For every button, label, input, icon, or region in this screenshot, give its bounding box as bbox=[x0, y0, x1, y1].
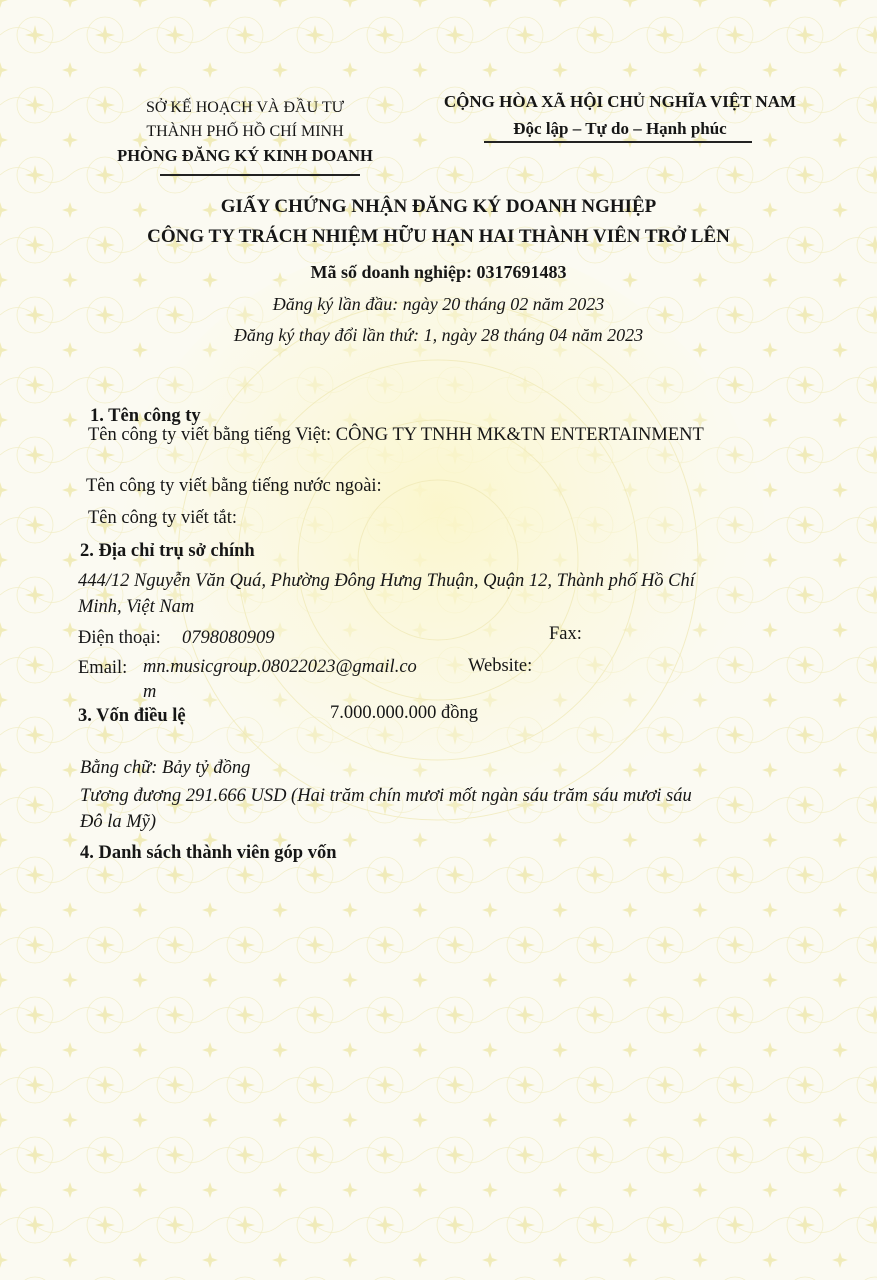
vn-name-label: Tên công ty viết bằng tiếng Việt: bbox=[88, 425, 332, 445]
email-value-wrap: m bbox=[143, 682, 157, 702]
fax-label: Fax: bbox=[549, 624, 582, 644]
company-type-title: CÔNG TY TRÁCH NHIỆM HỮU HẠN HAI THÀNH VIÊN TRỞ LÊN bbox=[147, 226, 730, 247]
foreign-name-label: Tên công ty viết bằng tiếng nước ngoài: bbox=[86, 476, 382, 496]
issuing-authority-block bbox=[60, 96, 430, 168]
first-registration-date: Đăng ký lần đầu: ngày 20 tháng 02 năm 2023 bbox=[272, 294, 605, 314]
section-4-heading: 4. Danh sách thành viên góp vốn bbox=[80, 843, 337, 863]
tax-code: Mã số doanh nghiệp: 0317691483 bbox=[310, 262, 567, 282]
authority-line-1: SỞ KẾ HOẠCH VÀ ĐẦU TƯ bbox=[145, 99, 345, 116]
vn-name-row bbox=[88, 425, 704, 446]
capital-usd-line-1: Tương đương 291.666 USD (Hai trăm chín mươi mốt ngàn sáu trăm sáu mươi sáu bbox=[80, 786, 692, 806]
authority-underline bbox=[160, 174, 360, 176]
capital-usd-line-2: Đô la Mỹ) bbox=[80, 812, 157, 832]
phone-value: 0798080909 bbox=[182, 628, 275, 648]
website-label: Website: bbox=[468, 656, 533, 676]
charter-capital-amount: 7.000.000.000 đồng bbox=[330, 703, 478, 723]
section-3-heading: 3. Vốn điều lệ bbox=[78, 706, 186, 726]
address-line-2: Minh, Việt Nam bbox=[78, 597, 195, 617]
authority-line-2: THÀNH PHỐ HỒ CHÍ MINH bbox=[146, 123, 344, 140]
vn-name-value: CÔNG TY TNHH MK&TN ENTERTAINMENT bbox=[335, 425, 704, 445]
country-name: CỘNG HÒA XÃ HỘI CHỦ NGHĨA VIỆT NAM bbox=[443, 92, 797, 111]
certificate-title: GIẤY CHỨNG NHẬN ĐĂNG KÝ DOANH NGHIỆP bbox=[220, 196, 657, 217]
section-2-heading: 2. Địa chỉ trụ sở chính bbox=[80, 541, 255, 561]
authority-line-3: PHÒNG ĐĂNG KÝ KINH DOANH bbox=[117, 146, 373, 165]
email-value: mn.musicgroup.08022023@gmail.co bbox=[143, 657, 417, 677]
email-label: Email: bbox=[78, 658, 128, 678]
motto-underline bbox=[484, 141, 752, 143]
phone-label: Điện thoại: bbox=[78, 628, 161, 648]
change-registration-date: Đăng ký thay đổi lần thứ: 1, ngày 28 tháng 04 năm 2023 bbox=[233, 325, 644, 345]
section-1-heading: 1. Tên công ty bbox=[90, 406, 201, 426]
short-name-label: Tên công ty viết tắt: bbox=[88, 508, 237, 528]
motto: Độc lập – Tự do – Hạnh phúc bbox=[513, 119, 727, 138]
address-line-1: 444/12 Nguyễn Văn Quá, Phường Đông Hưng Thuận, Quận 12, Thành phố Hồ Chí bbox=[78, 571, 695, 591]
national-motto-block bbox=[420, 88, 820, 142]
capital-in-words: Bằng chữ: Bảy tỷ đồng bbox=[80, 758, 251, 778]
